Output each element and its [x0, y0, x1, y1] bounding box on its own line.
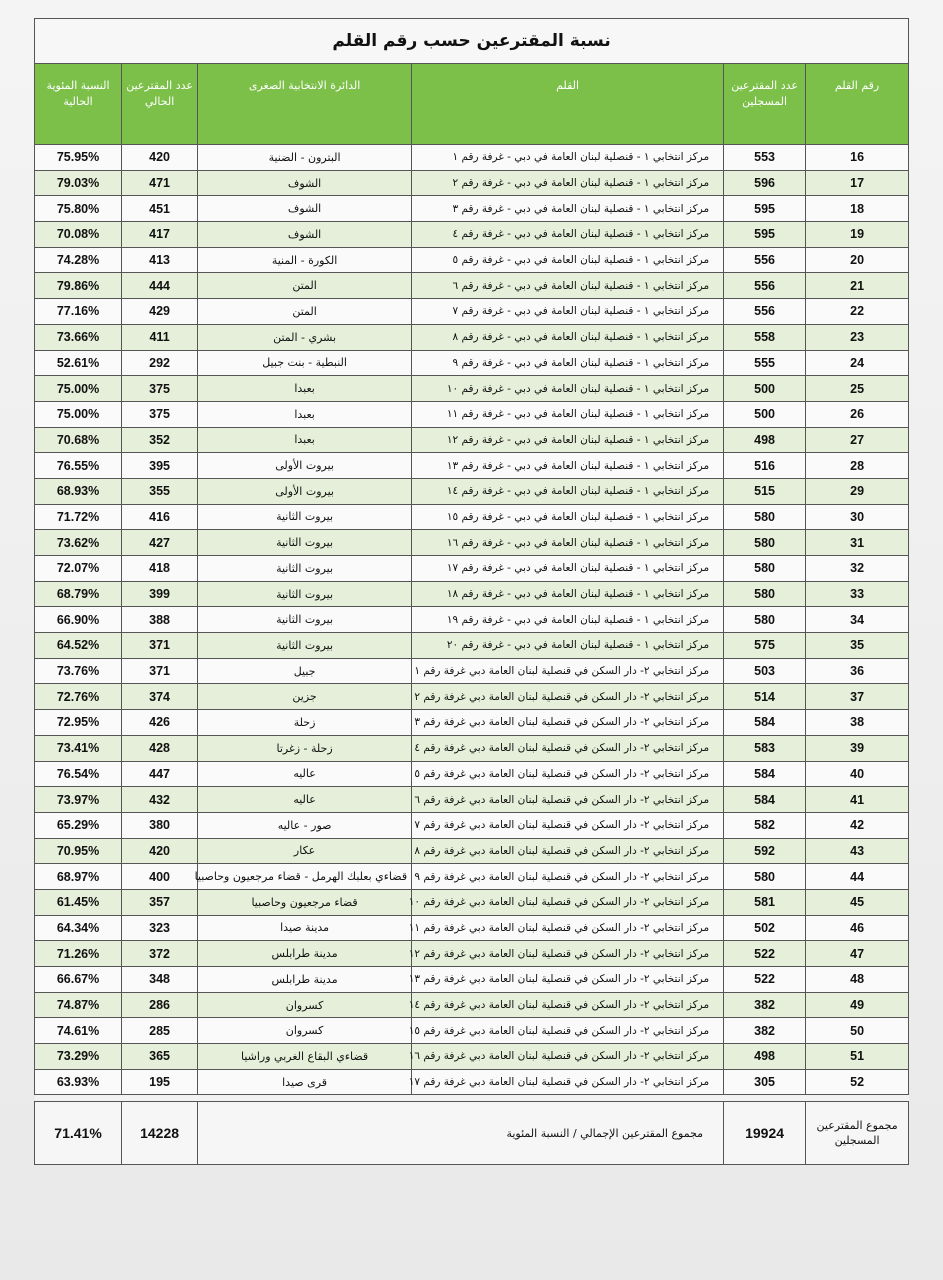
pen-name-cell: مركز انتخابي ١ - قنصلية لبنان العامة في دبي - غرفة رقم ١٩: [412, 607, 724, 633]
pen-name-cell: مركز انتخابي ٢- دار السكن في قنصلية لبنان العامة دبي غرفة رقم ٧: [412, 812, 724, 838]
registered-cell: 592: [724, 838, 806, 864]
pen-number-cell: 39: [806, 735, 909, 761]
table-row: [35, 710, 909, 736]
pen-name-cell: مركز انتخابي ١ - قنصلية لبنان العامة في دبي - غرفة رقم ١٢: [412, 427, 724, 453]
table-row: [35, 504, 909, 530]
district-cell: قضاء مرجعيون وحاصبيا: [198, 889, 412, 915]
current-voters-cell: 400: [122, 864, 198, 890]
table-row: [35, 581, 909, 607]
current-voters-cell: 399: [122, 581, 198, 607]
pen-number-cell: 28: [806, 453, 909, 479]
pen-number-cell: 34: [806, 607, 909, 633]
registered-cell: 584: [724, 761, 806, 787]
table-row: [35, 145, 909, 171]
total-percent: 71.41%: [35, 1102, 122, 1165]
current-voters-cell: 416: [122, 504, 198, 530]
table-row: [35, 658, 909, 684]
registered-cell: 553: [724, 145, 806, 171]
table-title: نسبة المقترعين حسب رقم القلم: [35, 19, 909, 64]
pen-name-cell: مركز انتخابي ٢- دار السكن في قنصلية لبنان العامة دبي غرفة رقم ١٦: [412, 1044, 724, 1070]
pen-number-cell: 23: [806, 324, 909, 350]
registered-cell: 583: [724, 735, 806, 761]
registered-cell: 522: [724, 967, 806, 993]
total-registered: 19924: [724, 1102, 806, 1165]
pen-number-cell: 42: [806, 812, 909, 838]
registered-cell: 502: [724, 915, 806, 941]
district-cell: بعبدا: [198, 401, 412, 427]
current-percent-cell: 74.61%: [35, 1018, 122, 1044]
district-cell: الكورة - المنية: [198, 247, 412, 273]
district-cell: بيروت الثانية: [198, 633, 412, 659]
registered-cell: 382: [724, 992, 806, 1018]
table-row: [35, 1069, 909, 1095]
pen-name-cell: مركز انتخابي ١ - قنصلية لبنان العامة في دبي - غرفة رقم ٦: [412, 273, 724, 299]
current-voters-cell: 371: [122, 658, 198, 684]
current-percent-cell: 77.16%: [35, 299, 122, 325]
registered-cell: 595: [724, 222, 806, 248]
current-percent-cell: 73.66%: [35, 324, 122, 350]
pen-number-cell: 46: [806, 915, 909, 941]
pen-name-cell: مركز انتخابي ١ - قنصلية لبنان العامة في دبي - غرفة رقم ٩: [412, 350, 724, 376]
table-row: [35, 324, 909, 350]
table-row: [35, 427, 909, 453]
district-cell: زحلة: [198, 710, 412, 736]
table-row: [35, 889, 909, 915]
current-percent-cell: 61.45%: [35, 889, 122, 915]
pen-number-cell: 50: [806, 1018, 909, 1044]
table-row: [35, 350, 909, 376]
registered-cell: 580: [724, 607, 806, 633]
pen-name-cell: مركز انتخابي ٢- دار السكن في قنصلية لبنان العامة دبي غرفة رقم ٣: [412, 710, 724, 736]
pen-name-cell: مركز انتخابي ٢- دار السكن في قنصلية لبنان العامة دبي غرفة رقم ١٣: [412, 967, 724, 993]
pen-number-cell: 31: [806, 530, 909, 556]
table-row: [35, 684, 909, 710]
pen-name-cell: مركز انتخابي ٢- دار السكن في قنصلية لبنان العامة دبي غرفة رقم ١٧: [412, 1069, 724, 1095]
pen-name-cell: مركز انتخابي ١ - قنصلية لبنان العامة في دبي - غرفة رقم ٥: [412, 247, 724, 273]
current-voters-cell: 355: [122, 478, 198, 504]
district-cell: عاليه: [198, 761, 412, 787]
registered-cell: 580: [724, 504, 806, 530]
pen-name-cell: مركز انتخابي ١ - قنصلية لبنان العامة في دبي - غرفة رقم ١٣: [412, 453, 724, 479]
district-cell: صور - عاليه: [198, 812, 412, 838]
current-percent-cell: 68.79%: [35, 581, 122, 607]
header-pen: القلم: [412, 64, 724, 145]
table-row: [35, 967, 909, 993]
current-voters-cell: 374: [122, 684, 198, 710]
pen-name-cell: مركز انتخابي ٢- دار السكن في قنصلية لبنان العامة دبي غرفة رقم ١٥: [412, 1018, 724, 1044]
current-percent-cell: 72.95%: [35, 710, 122, 736]
current-voters-cell: 348: [122, 967, 198, 993]
pen-name-cell: مركز انتخابي ٢- دار السكن في قنصلية لبنان العامة دبي غرفة رقم ١٢: [412, 941, 724, 967]
current-percent-cell: 73.62%: [35, 530, 122, 556]
district-cell: كسروان: [198, 1018, 412, 1044]
current-voters-cell: 411: [122, 324, 198, 350]
current-voters-cell: 444: [122, 273, 198, 299]
district-cell: الشوف: [198, 222, 412, 248]
current-voters-cell: 420: [122, 145, 198, 171]
pen-name-cell: مركز انتخابي ٢- دار السكن في قنصلية لبنان العامة دبي غرفة رقم ٨: [412, 838, 724, 864]
current-voters-cell: 195: [122, 1069, 198, 1095]
pen-number-cell: 38: [806, 710, 909, 736]
registered-cell: 580: [724, 864, 806, 890]
table-row: [35, 222, 909, 248]
registered-cell: 503: [724, 658, 806, 684]
district-cell: كسروان: [198, 992, 412, 1018]
district-cell: قرى صيدا: [198, 1069, 412, 1095]
registered-cell: 500: [724, 401, 806, 427]
current-voters-cell: 451: [122, 196, 198, 222]
district-cell: المتن: [198, 273, 412, 299]
current-voters-cell: 365: [122, 1044, 198, 1070]
current-percent-cell: 70.68%: [35, 427, 122, 453]
current-percent-cell: 65.29%: [35, 812, 122, 838]
district-cell: بيروت الثانية: [198, 607, 412, 633]
table-row: [35, 812, 909, 838]
current-voters-cell: 352: [122, 427, 198, 453]
pen-number-cell: 49: [806, 992, 909, 1018]
pen-number-cell: 48: [806, 967, 909, 993]
table-row: [35, 556, 909, 582]
current-voters-cell: 420: [122, 838, 198, 864]
current-percent-cell: 68.93%: [35, 478, 122, 504]
current-voters-cell: 418: [122, 556, 198, 582]
district-cell: بشري - المتن: [198, 324, 412, 350]
pen-name-cell: مركز انتخابي ٢- دار السكن في قنصلية لبنان العامة دبي غرفة رقم ١: [412, 658, 724, 684]
registered-cell: 382: [724, 1018, 806, 1044]
district-cell: بيروت الثانية: [198, 556, 412, 582]
pen-name-cell: مركز انتخابي ١ - قنصلية لبنان العامة في دبي - غرفة رقم ٨: [412, 324, 724, 350]
current-percent-cell: 75.00%: [35, 401, 122, 427]
current-voters-cell: 372: [122, 941, 198, 967]
pen-number-cell: 36: [806, 658, 909, 684]
district-cell: البترون - الضنية: [198, 145, 412, 171]
registered-cell: 556: [724, 299, 806, 325]
registered-cell: 514: [724, 684, 806, 710]
pen-name-cell: مركز انتخابي ٢- دار السكن في قنصلية لبنان العامة دبي غرفة رقم ١١: [412, 915, 724, 941]
current-percent-cell: 76.55%: [35, 453, 122, 479]
district-cell: بعبدا: [198, 376, 412, 402]
pen-number-cell: 19: [806, 222, 909, 248]
spacer-row: [35, 1095, 909, 1102]
header-registered: عدد المقترعين المسجلين: [724, 64, 806, 145]
pen-number-cell: 16: [806, 145, 909, 171]
pen-name-cell: مركز انتخابي ١ - قنصلية لبنان العامة في دبي - غرفة رقم ١: [412, 145, 724, 171]
table-row: [35, 838, 909, 864]
table-row: [35, 864, 909, 890]
current-percent-cell: 66.90%: [35, 607, 122, 633]
registered-cell: 498: [724, 1044, 806, 1070]
table-row: [35, 1018, 909, 1044]
table-row: [35, 735, 909, 761]
current-percent-cell: 64.34%: [35, 915, 122, 941]
table-row: [35, 607, 909, 633]
pen-name-cell: مركز انتخابي ١ - قنصلية لبنان العامة في دبي - غرفة رقم ٤: [412, 222, 724, 248]
registered-cell: 515: [724, 478, 806, 504]
district-cell: بيروت الثانية: [198, 530, 412, 556]
current-voters-cell: 429: [122, 299, 198, 325]
current-percent-cell: 79.86%: [35, 273, 122, 299]
current-percent-cell: 79.03%: [35, 170, 122, 196]
current-voters-cell: 413: [122, 247, 198, 273]
header-current-voters: عدد المقترعين الحالي: [122, 64, 198, 145]
registered-cell: 575: [724, 633, 806, 659]
table-row: [35, 992, 909, 1018]
current-percent-cell: 74.87%: [35, 992, 122, 1018]
pen-name-cell: مركز انتخابي ٢- دار السكن في قنصلية لبنان العامة دبي غرفة رقم ٥: [412, 761, 724, 787]
district-cell: زحلة - زغرتا: [198, 735, 412, 761]
current-voters-cell: 432: [122, 787, 198, 813]
pen-name-cell: مركز انتخابي ١ - قنصلية لبنان العامة في دبي - غرفة رقم ١٤: [412, 478, 724, 504]
table-row: [35, 1044, 909, 1070]
pen-name-cell: مركز انتخابي ٢- دار السكن في قنصلية لبنان العامة دبي غرفة رقم ٩: [412, 864, 724, 890]
current-voters-cell: 371: [122, 633, 198, 659]
current-percent-cell: 73.29%: [35, 1044, 122, 1070]
registered-cell: 580: [724, 530, 806, 556]
district-cell: الشوف: [198, 170, 412, 196]
district-cell: بيروت الأولى: [198, 453, 412, 479]
registered-cell: 580: [724, 556, 806, 582]
current-percent-cell: 71.72%: [35, 504, 122, 530]
current-voters-cell: 395: [122, 453, 198, 479]
registered-cell: 584: [724, 710, 806, 736]
pen-name-cell: مركز انتخابي ١ - قنصلية لبنان العامة في دبي - غرفة رقم ١٦: [412, 530, 724, 556]
pen-name-cell: مركز انتخابي ١ - قنصلية لبنان العامة في دبي - غرفة رقم ١١: [412, 401, 724, 427]
pen-name-cell: مركز انتخابي ٢- دار السكن في قنصلية لبنان العامة دبي غرفة رقم ٢: [412, 684, 724, 710]
pen-number-cell: 25: [806, 376, 909, 402]
table-row: [35, 915, 909, 941]
table-row: [35, 273, 909, 299]
district-cell: قضاءي بعلبك الهرمل - قضاء مرجعيون وحاصبيا: [198, 864, 412, 890]
registered-cell: 581: [724, 889, 806, 915]
current-voters-cell: 323: [122, 915, 198, 941]
table-row: [35, 941, 909, 967]
current-voters-cell: 375: [122, 376, 198, 402]
current-percent-cell: 73.41%: [35, 735, 122, 761]
current-voters-cell: 285: [122, 1018, 198, 1044]
current-percent-cell: 74.28%: [35, 247, 122, 273]
pen-number-cell: 18: [806, 196, 909, 222]
pen-name-cell: مركز انتخابي ١ - قنصلية لبنان العامة في دبي - غرفة رقم ١٥: [412, 504, 724, 530]
pen-number-cell: 41: [806, 787, 909, 813]
registered-cell: 522: [724, 941, 806, 967]
current-percent-cell: 64.52%: [35, 633, 122, 659]
pen-number-cell: 24: [806, 350, 909, 376]
pen-number-cell: 29: [806, 478, 909, 504]
table-row: [35, 401, 909, 427]
table-row: [35, 453, 909, 479]
pen-number-cell: 21: [806, 273, 909, 299]
current-voters-cell: 417: [122, 222, 198, 248]
current-percent-cell: 71.26%: [35, 941, 122, 967]
table-row: [35, 299, 909, 325]
pen-number-cell: 22: [806, 299, 909, 325]
current-percent-cell: 66.67%: [35, 967, 122, 993]
current-percent-cell: 63.93%: [35, 1069, 122, 1095]
pen-number-cell: 51: [806, 1044, 909, 1070]
current-percent-cell: 72.76%: [35, 684, 122, 710]
pen-number-cell: 47: [806, 941, 909, 967]
header-district: الدائرة الانتخابية الصغرى: [198, 64, 412, 145]
table-body: [35, 145, 909, 1095]
pen-number-cell: 35: [806, 633, 909, 659]
total-registered-label: مجموع المقترعين المسجلين: [806, 1102, 909, 1165]
table-row: [35, 478, 909, 504]
district-cell: مدينة طرابلس: [198, 967, 412, 993]
current-voters-cell: 426: [122, 710, 198, 736]
current-percent-cell: 73.76%: [35, 658, 122, 684]
registered-cell: 498: [724, 427, 806, 453]
district-cell: بيروت الثانية: [198, 581, 412, 607]
total-voters: 14228: [122, 1102, 198, 1165]
current-percent-cell: 70.95%: [35, 838, 122, 864]
pen-name-cell: مركز انتخابي ١ - قنصلية لبنان العامة في دبي - غرفة رقم ٢: [412, 170, 724, 196]
pen-number-cell: 20: [806, 247, 909, 273]
current-voters-cell: 427: [122, 530, 198, 556]
current-voters-cell: 388: [122, 607, 198, 633]
pen-name-cell: مركز انتخابي ١ - قنصلية لبنان العامة في دبي - غرفة رقم ٢٠: [412, 633, 724, 659]
current-percent-cell: 68.97%: [35, 864, 122, 890]
pen-number-cell: 45: [806, 889, 909, 915]
pen-number-cell: 27: [806, 427, 909, 453]
current-percent-cell: 76.54%: [35, 761, 122, 787]
pen-number-cell: 32: [806, 556, 909, 582]
current-voters-cell: 471: [122, 170, 198, 196]
header-current-percent: النسبة المئوية الحالية: [35, 64, 122, 145]
pen-name-cell: مركز انتخابي ١ - قنصلية لبنان العامة في دبي - غرفة رقم ١٨: [412, 581, 724, 607]
district-cell: بيروت الثانية: [198, 504, 412, 530]
pen-number-cell: 17: [806, 170, 909, 196]
district-cell: الشوف: [198, 196, 412, 222]
pen-number-cell: 52: [806, 1069, 909, 1095]
district-cell: قضاءي البقاع الغربي وراشيا: [198, 1044, 412, 1070]
district-cell: مدينة طرابلس: [198, 941, 412, 967]
table-row: [35, 196, 909, 222]
district-cell: عاليه: [198, 787, 412, 813]
registered-cell: 305: [724, 1069, 806, 1095]
pen-name-cell: مركز انتخابي ١ - قنصلية لبنان العامة في دبي - غرفة رقم ١٧: [412, 556, 724, 582]
current-percent-cell: 75.80%: [35, 196, 122, 222]
pen-number-cell: 26: [806, 401, 909, 427]
registered-cell: 584: [724, 787, 806, 813]
district-cell: مدينة صيدا: [198, 915, 412, 941]
pen-number-cell: 40: [806, 761, 909, 787]
table-row: [35, 633, 909, 659]
current-voters-cell: 428: [122, 735, 198, 761]
registered-cell: 558: [724, 324, 806, 350]
pen-name-cell: مركز انتخابي ١ - قنصلية لبنان العامة في دبي - غرفة رقم ١٠: [412, 376, 724, 402]
voter-turnout-table: [34, 18, 909, 1165]
pen-name-cell: مركز انتخابي ٢- دار السكن في قنصلية لبنان العامة دبي غرفة رقم ٤: [412, 735, 724, 761]
table-row: [35, 247, 909, 273]
district-cell: جبيل: [198, 658, 412, 684]
district-cell: جزين: [198, 684, 412, 710]
table-row: [35, 376, 909, 402]
totals-row: [35, 1102, 909, 1165]
total-overall-label: مجموع المقترعين الإجمالي / النسبة المئوية: [198, 1102, 724, 1165]
registered-cell: 595: [724, 196, 806, 222]
pen-name-cell: مركز انتخابي ١ - قنصلية لبنان العامة في دبي - غرفة رقم ٣: [412, 196, 724, 222]
registered-cell: 556: [724, 247, 806, 273]
registered-cell: 555: [724, 350, 806, 376]
pen-number-cell: 30: [806, 504, 909, 530]
registered-cell: 580: [724, 581, 806, 607]
current-percent-cell: 73.97%: [35, 787, 122, 813]
pen-name-cell: مركز انتخابي ١ - قنصلية لبنان العامة في دبي - غرفة رقم ٧: [412, 299, 724, 325]
current-voters-cell: 380: [122, 812, 198, 838]
registered-cell: 596: [724, 170, 806, 196]
table-row: [35, 761, 909, 787]
pen-number-cell: 33: [806, 581, 909, 607]
pen-number-cell: 44: [806, 864, 909, 890]
district-cell: بعبدا: [198, 427, 412, 453]
registered-cell: 516: [724, 453, 806, 479]
district-cell: النبطية - بنت جبيل: [198, 350, 412, 376]
current-percent-cell: 75.00%: [35, 376, 122, 402]
current-percent-cell: 70.08%: [35, 222, 122, 248]
current-percent-cell: 72.07%: [35, 556, 122, 582]
current-percent-cell: 52.61%: [35, 350, 122, 376]
registered-cell: 556: [724, 273, 806, 299]
pen-name-cell: مركز انتخابي ٢- دار السكن في قنصلية لبنان العامة دبي غرفة رقم ١٠: [412, 889, 724, 915]
current-percent-cell: 75.95%: [35, 145, 122, 171]
pen-number-cell: 43: [806, 838, 909, 864]
pen-name-cell: مركز انتخابي ٢- دار السكن في قنصلية لبنان العامة دبي غرفة رقم ٦: [412, 787, 724, 813]
current-voters-cell: 447: [122, 761, 198, 787]
current-voters-cell: 292: [122, 350, 198, 376]
table-row: [35, 170, 909, 196]
current-voters-cell: 357: [122, 889, 198, 915]
current-voters-cell: 375: [122, 401, 198, 427]
pen-name-cell: مركز انتخابي ٢- دار السكن في قنصلية لبنان العامة دبي غرفة رقم ١٤: [412, 992, 724, 1018]
table-row: [35, 530, 909, 556]
district-cell: بيروت الأولى: [198, 478, 412, 504]
registered-cell: 500: [724, 376, 806, 402]
current-voters-cell: 286: [122, 992, 198, 1018]
header-pen-number: رقم القلم: [806, 64, 909, 145]
table-row: [35, 787, 909, 813]
pen-number-cell: 37: [806, 684, 909, 710]
registered-cell: 582: [724, 812, 806, 838]
district-cell: عكار: [198, 838, 412, 864]
district-cell: المتن: [198, 299, 412, 325]
